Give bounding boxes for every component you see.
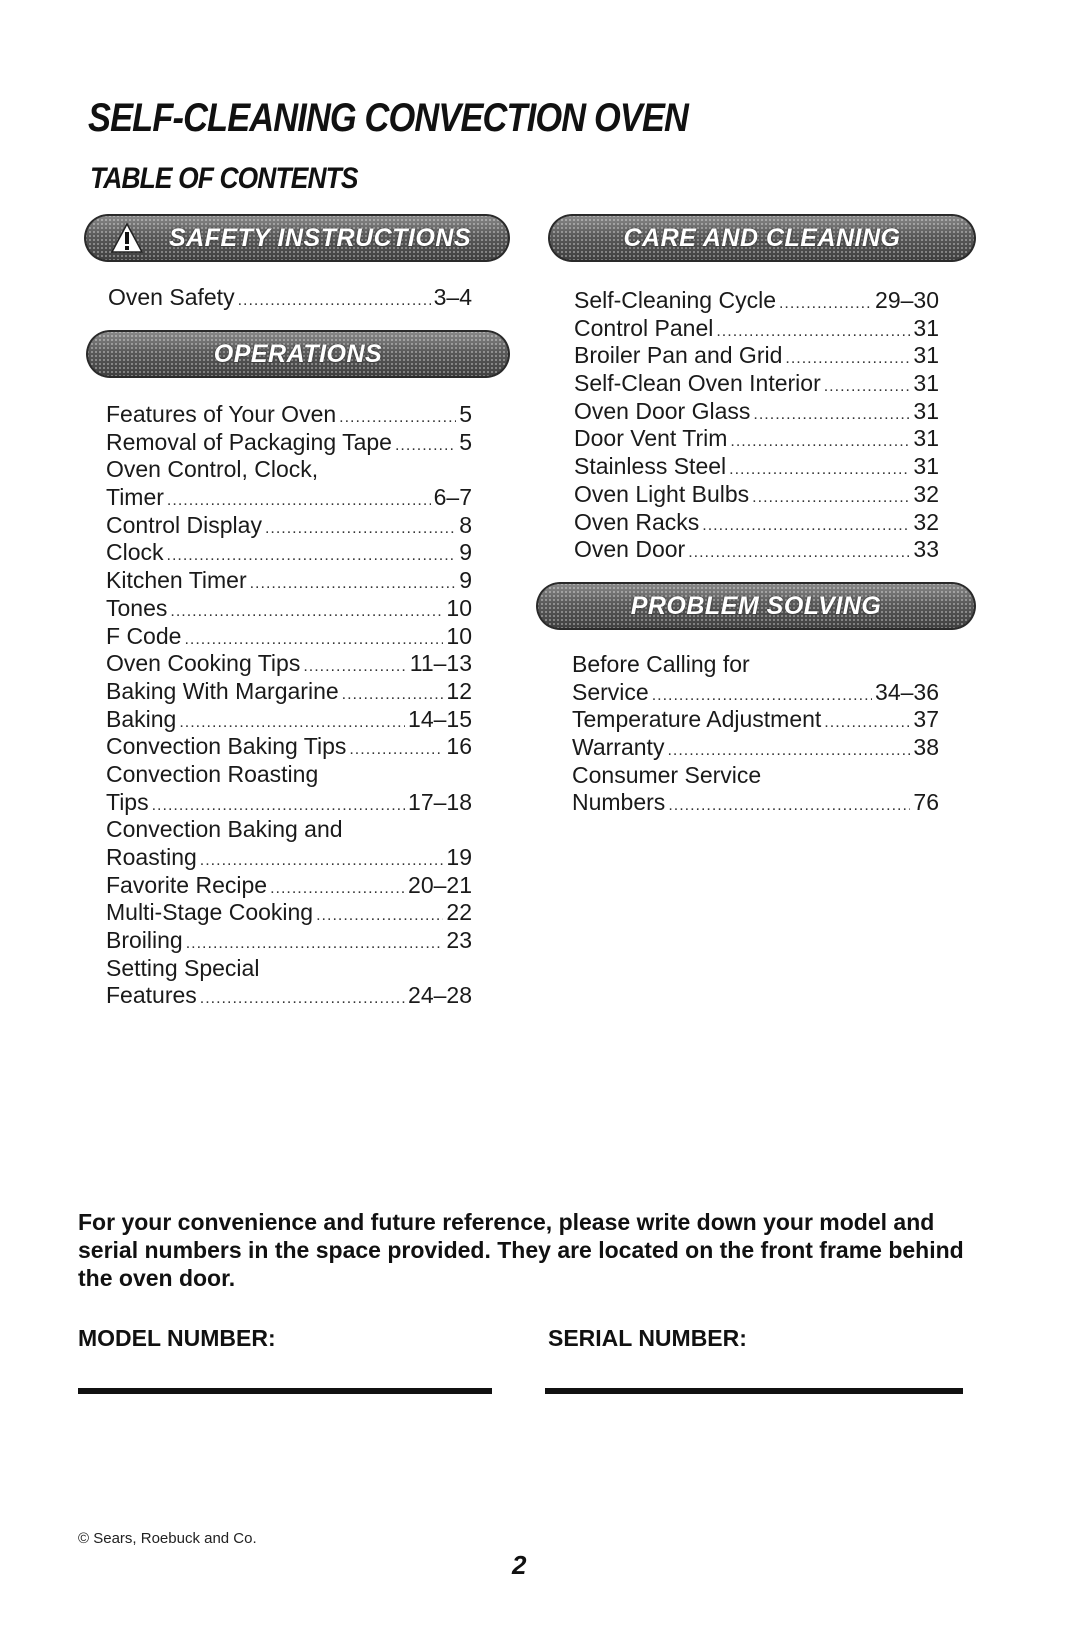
toc-entry-page: 10 [446,622,472,649]
toc-entry [108,284,472,312]
dot-leader [824,709,910,737]
dot-leader [395,432,456,460]
toc-entry-label: Warranty [572,734,665,761]
toc-entry [106,955,472,983]
toc-entry [574,342,939,370]
toc-entry [106,595,472,623]
model-number-line [78,1388,492,1394]
toc-entry-label: Oven Control, Clock, [106,456,319,483]
page-number: 2 [512,1550,527,1580]
toc-entry-page: 20–21 [408,871,472,898]
toc-entry [572,762,939,790]
operations-banner [86,330,510,378]
toc-entry [574,481,939,509]
toc-entry-label: Oven Door [574,536,686,563]
dot-leader [270,875,405,903]
dot-leader [652,682,872,710]
toc-entry-page: 31 [913,370,939,397]
toc-entry-label: Control Panel [574,314,714,341]
toc-entry [106,982,472,1010]
toc-entry-label: Convection Baking and [106,816,343,843]
dot-leader [716,318,910,346]
toc-entry-label: Features [106,982,197,1009]
toc-entry [572,679,939,707]
toc-entry-page: 33 [913,536,939,563]
toc-entry-label: Setting Special [106,954,260,981]
toc-entry-label: Service [572,678,649,705]
toc-entry-page: 24–28 [408,982,472,1009]
toc-entry-label: Self-Cleaning Cycle [574,287,776,313]
dot-leader [668,792,910,820]
toc-entry-page: 9 [459,539,472,566]
toc-entry [106,899,472,927]
toc-entry [106,872,472,900]
dot-leader [186,930,444,958]
dot-leader [265,515,456,543]
toc-entry [574,398,939,426]
toc-entry [106,456,472,484]
toc-entry-label: Convection Baking Tips [106,733,347,760]
dot-leader [200,985,405,1013]
toc-entry [106,567,472,595]
dot-leader [702,512,910,540]
toc-entry [106,401,472,429]
toc-entry [106,706,472,734]
toc-entry-page: 31 [913,342,939,369]
dot-leader [303,653,406,681]
dot-leader [729,456,910,484]
dot-leader [238,287,431,315]
toc-entry-label: Numbers [572,789,666,816]
toc-entry-page: 32 [913,508,939,535]
page-title: SELF-CLEANING CONVECTION OVEN [88,96,689,140]
toc-entry-page: 23 [446,927,472,954]
dot-leader [730,428,910,456]
toc-entry-label: Roasting [106,844,197,870]
dot-leader [200,847,444,875]
dot-leader [167,487,431,515]
toc-entry-label: Consumer Service [572,761,762,788]
dot-leader [342,681,444,709]
toc-entry-label: Control Display [106,511,262,538]
toc-entry-label: Temperature Adjustment [572,706,822,733]
toc-entry-page: 37 [913,706,939,733]
toc-entry-page: 31 [913,425,939,452]
safety-heading: SAFETY INSTRUCTIONS [168,223,472,252]
toc-entry-label: Oven Light Bulbs [574,480,750,507]
toc-entry-page: 29–30 [875,287,939,313]
toc-entry-page: 5 [459,401,472,427]
dot-leader [752,484,910,512]
toc-entry [572,706,939,734]
dot-leader [316,902,443,930]
toc-entry [106,429,472,457]
care-banner [548,214,976,262]
toc-entry [106,678,472,706]
dot-leader [785,345,910,373]
toc-entry-label: Self-Clean Oven Interior [574,370,821,397]
toc-entry-page: 11–13 [409,650,472,677]
toc-entry [574,509,939,537]
toc-entry-label: Broiler Pan and Grid [574,342,783,369]
copyright: © Sears, Roebuck and Co. [78,1530,257,1547]
toc-entry-page: 22 [446,899,472,926]
toc-entry-page: 32 [913,480,939,507]
dot-leader [184,626,443,654]
dot-leader [179,709,405,737]
dot-leader [170,598,443,626]
operations-heading: OPERATIONS [213,339,383,368]
toc-entry-label: Favorite Recipe [106,871,268,898]
dot-leader [753,401,910,429]
toc-entry-page: 34–36 [875,678,939,705]
toc-entry-page: 17–18 [408,788,472,815]
toc-entry-label: Tips [106,788,149,815]
toc-entry-label: F Code [106,622,182,649]
toc-entry-page: 3–4 [433,284,472,310]
dot-leader [250,570,457,598]
toc-entry-label: Oven Safety [108,284,235,310]
toc-entry [574,453,939,481]
toc-entry [106,844,472,872]
toc-entry-page: 8 [459,511,472,538]
toc-entry [106,623,472,651]
dot-leader [339,404,456,432]
registration-note: For your convenience and future reference, please write down your model and serial numbers in the space provided. They are located on the front frame behind the oven door. [78,1209,964,1291]
toc-entry-page: 16 [446,733,472,760]
toc-entry-label: Oven Racks [574,508,700,535]
toc-entry-page: 38 [913,734,939,761]
toc-entry-page: 9 [459,567,472,594]
toc-entry-label: Timer [106,484,164,511]
toc-entry-label: Baking With Margarine [106,677,339,704]
operations-list [106,401,472,1010]
toc-entry [106,484,472,512]
dot-leader [349,736,443,764]
care-list [574,287,939,564]
toc-entry-label: Kitchen Timer [106,567,247,594]
toc-entry [106,512,472,540]
dot-leader [779,290,872,318]
toc-entry-label: Tones [106,594,168,621]
problem-heading: PROBLEM SOLVING [630,591,882,620]
dot-leader [152,792,405,820]
safety-banner [84,214,510,262]
toc-entry-label: Door Vent Trim [574,425,728,452]
toc-entry [574,287,939,315]
toc-entry-page: 6–7 [433,484,472,511]
toc-entry [106,816,472,844]
toc-entry-label: Baking [106,705,177,732]
toc-entry [572,789,939,817]
toc-entry [106,789,472,817]
warning-triangle-icon [110,222,144,254]
toc-entry [574,315,939,343]
toc-entry-label: Removal of Packaging Tape [106,428,392,455]
toc-entry-label: Convection Roasting [106,760,319,787]
toc-entry-page: 10 [446,594,472,621]
toc-entry [106,927,472,955]
toc-entry-page: 31 [913,397,939,424]
toc-entry-label: Multi-Stage Cooking [106,899,314,926]
toc-entry [574,370,939,398]
dot-leader [667,737,910,765]
dot-leader [688,539,910,567]
toc-entry-label: Stainless Steel [574,453,727,480]
toc-entry-page: 31 [913,314,939,341]
toc-entry-label: Clock [106,539,164,566]
toc-entry [106,539,472,567]
safety-list [108,284,472,312]
toc-entry [574,536,939,564]
toc-entry [106,650,472,678]
dot-leader [824,373,911,401]
toc-entry-page: 5 [459,428,472,455]
toc-entry [106,733,472,761]
toc-entry-page: 14–15 [408,705,472,732]
problem-banner [536,582,976,630]
toc-entry-label: Before Calling for [572,651,750,677]
toc-entry-page: 19 [446,844,472,870]
model-number-label: MODEL NUMBER: [78,1325,276,1351]
toc-entry-page: 12 [446,677,472,704]
toc-entry-page: 31 [913,453,939,480]
toc-entry-label: Broiling [106,927,183,954]
toc-entry [106,761,472,789]
toc-entry [574,425,939,453]
problem-list [572,651,939,817]
serial-number-label: SERIAL NUMBER: [548,1325,747,1351]
toc-entry-label: Features of Your Oven [106,401,337,427]
dot-leader [167,542,457,570]
serial-number-line [545,1388,963,1394]
toc-entry-label: Oven Cooking Tips [106,650,301,677]
toc-entry [572,734,939,762]
toc-entry-label: Oven Door Glass [574,397,751,424]
care-heading: CARE AND CLEANING [623,223,901,252]
toc-entry [572,651,939,679]
toc-entry-page: 76 [913,789,939,816]
page-subtitle: TABLE OF CONTENTS [90,162,358,195]
